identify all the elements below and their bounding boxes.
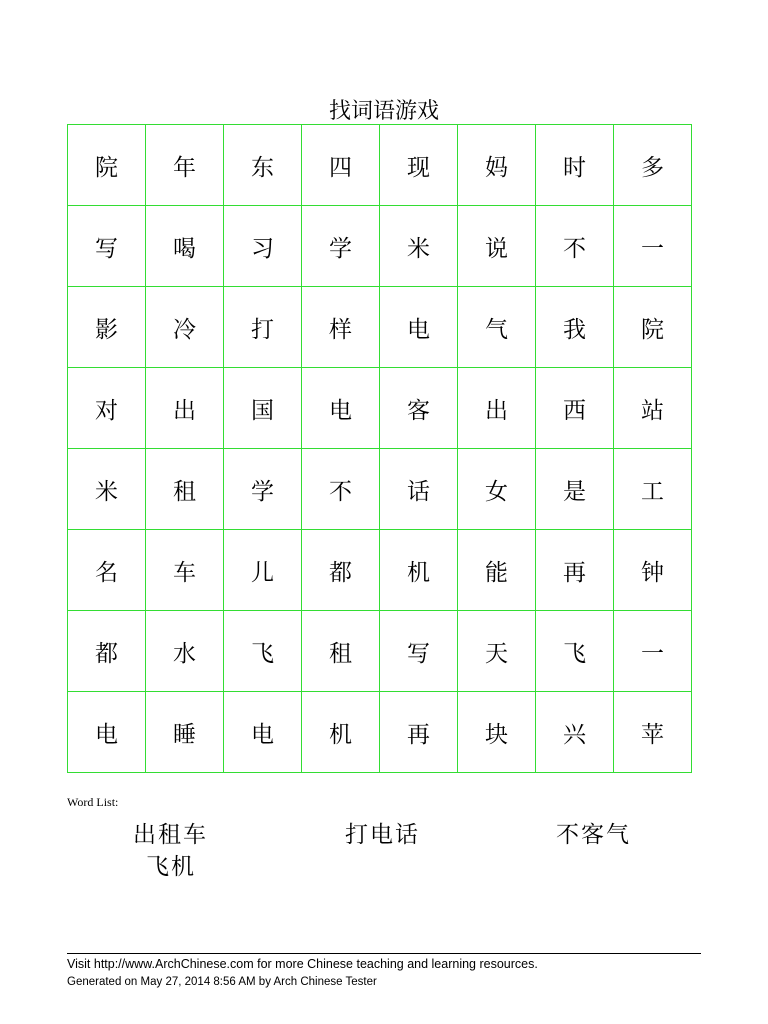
grid-row [68,611,692,692]
grid-cell[interactable]: 时 [536,125,614,206]
grid-cell[interactable]: 四 [302,125,380,206]
grid-cell[interactable]: 站 [614,368,692,449]
grid-cell[interactable]: 机 [302,692,380,773]
grid-cell[interactable]: 钟 [614,530,692,611]
grid-cell[interactable]: 名 [68,530,146,611]
grid-cell[interactable]: 妈 [458,125,536,206]
grid-row [68,206,692,287]
word-list-item: 打电话 [345,822,420,848]
grid-cell[interactable]: 写 [68,206,146,287]
grid-cell[interactable]: 影 [68,287,146,368]
grid-row [68,530,692,611]
grid-cell[interactable]: 西 [536,368,614,449]
footer-visit-text: Visit http://www.ArchChinese.com for more Chinese teaching and learning resources. [67,957,538,971]
grid-cell[interactable]: 电 [68,692,146,773]
grid-cell[interactable]: 多 [614,125,692,206]
grid-cell[interactable]: 不 [302,449,380,530]
grid-cell[interactable]: 一 [614,611,692,692]
grid-cell[interactable]: 东 [224,125,302,206]
grid-cell[interactable]: 都 [302,530,380,611]
grid-row [68,692,692,773]
grid-cell[interactable]: 能 [458,530,536,611]
grid-cell[interactable]: 说 [458,206,536,287]
grid-cell[interactable]: 出 [458,368,536,449]
grid-cell[interactable]: 样 [302,287,380,368]
grid-cell[interactable]: 飞 [224,611,302,692]
grid-cell[interactable]: 气 [458,287,536,368]
grid-cell[interactable]: 喝 [146,206,224,287]
grid-cell[interactable]: 米 [68,449,146,530]
grid-cell[interactable]: 电 [302,368,380,449]
word-list-item: 不客气 [556,822,631,848]
grid-cell[interactable]: 电 [224,692,302,773]
grid-cell[interactable]: 出 [146,368,224,449]
word-list-label: Word List: [67,795,119,809]
grid-cell[interactable]: 习 [224,206,302,287]
grid-cell[interactable]: 水 [146,611,224,692]
grid-cell[interactable]: 再 [380,692,458,773]
grid-cell[interactable]: 租 [146,449,224,530]
grid-cell[interactable]: 对 [68,368,146,449]
grid-cell[interactable]: 写 [380,611,458,692]
grid-cell[interactable]: 院 [614,287,692,368]
page-title: 找词语游戏 [328,99,439,124]
grid-cell[interactable]: 苹 [614,692,692,773]
grid-cell[interactable]: 电 [380,287,458,368]
grid-row [68,368,692,449]
grid-cell[interactable]: 年 [146,125,224,206]
grid-cell[interactable]: 睡 [146,692,224,773]
grid-cell[interactable]: 再 [536,530,614,611]
grid-cell[interactable]: 打 [224,287,302,368]
word-list-item: 出租车 [133,822,208,848]
grid-row [68,125,692,206]
footer-divider [67,953,701,954]
grid-cell[interactable]: 学 [302,206,380,287]
grid-cell[interactable]: 学 [224,449,302,530]
grid-cell[interactable]: 客 [380,368,458,449]
word-search-grid [67,124,692,773]
grid-cell[interactable]: 一 [614,206,692,287]
grid-cell[interactable]: 机 [380,530,458,611]
grid-cell[interactable]: 米 [380,206,458,287]
grid-cell[interactable]: 车 [146,530,224,611]
grid-cell[interactable]: 院 [68,125,146,206]
grid-cell[interactable]: 工 [614,449,692,530]
grid-cell[interactable]: 女 [458,449,536,530]
grid-cell[interactable]: 不 [536,206,614,287]
grid-cell[interactable]: 冷 [146,287,224,368]
grid-cell[interactable]: 话 [380,449,458,530]
footer-generated-text: Generated on May 27, 2014 8:56 AM by Arch Chinese Tester [67,976,377,988]
grid-cell[interactable]: 天 [458,611,536,692]
grid-cell[interactable]: 国 [224,368,302,449]
grid-cell[interactable]: 我 [536,287,614,368]
grid-cell[interactable]: 都 [68,611,146,692]
grid-cell[interactable]: 块 [458,692,536,773]
word-list-item: 飞机 [146,854,196,880]
grid-cell[interactable]: 儿 [224,530,302,611]
grid-cell[interactable]: 飞 [536,611,614,692]
grid-cell[interactable]: 租 [302,611,380,692]
grid-row [68,287,692,368]
grid-row [68,449,692,530]
grid-cell[interactable]: 是 [536,449,614,530]
grid-cell[interactable]: 兴 [536,692,614,773]
grid-cell[interactable]: 现 [380,125,458,206]
